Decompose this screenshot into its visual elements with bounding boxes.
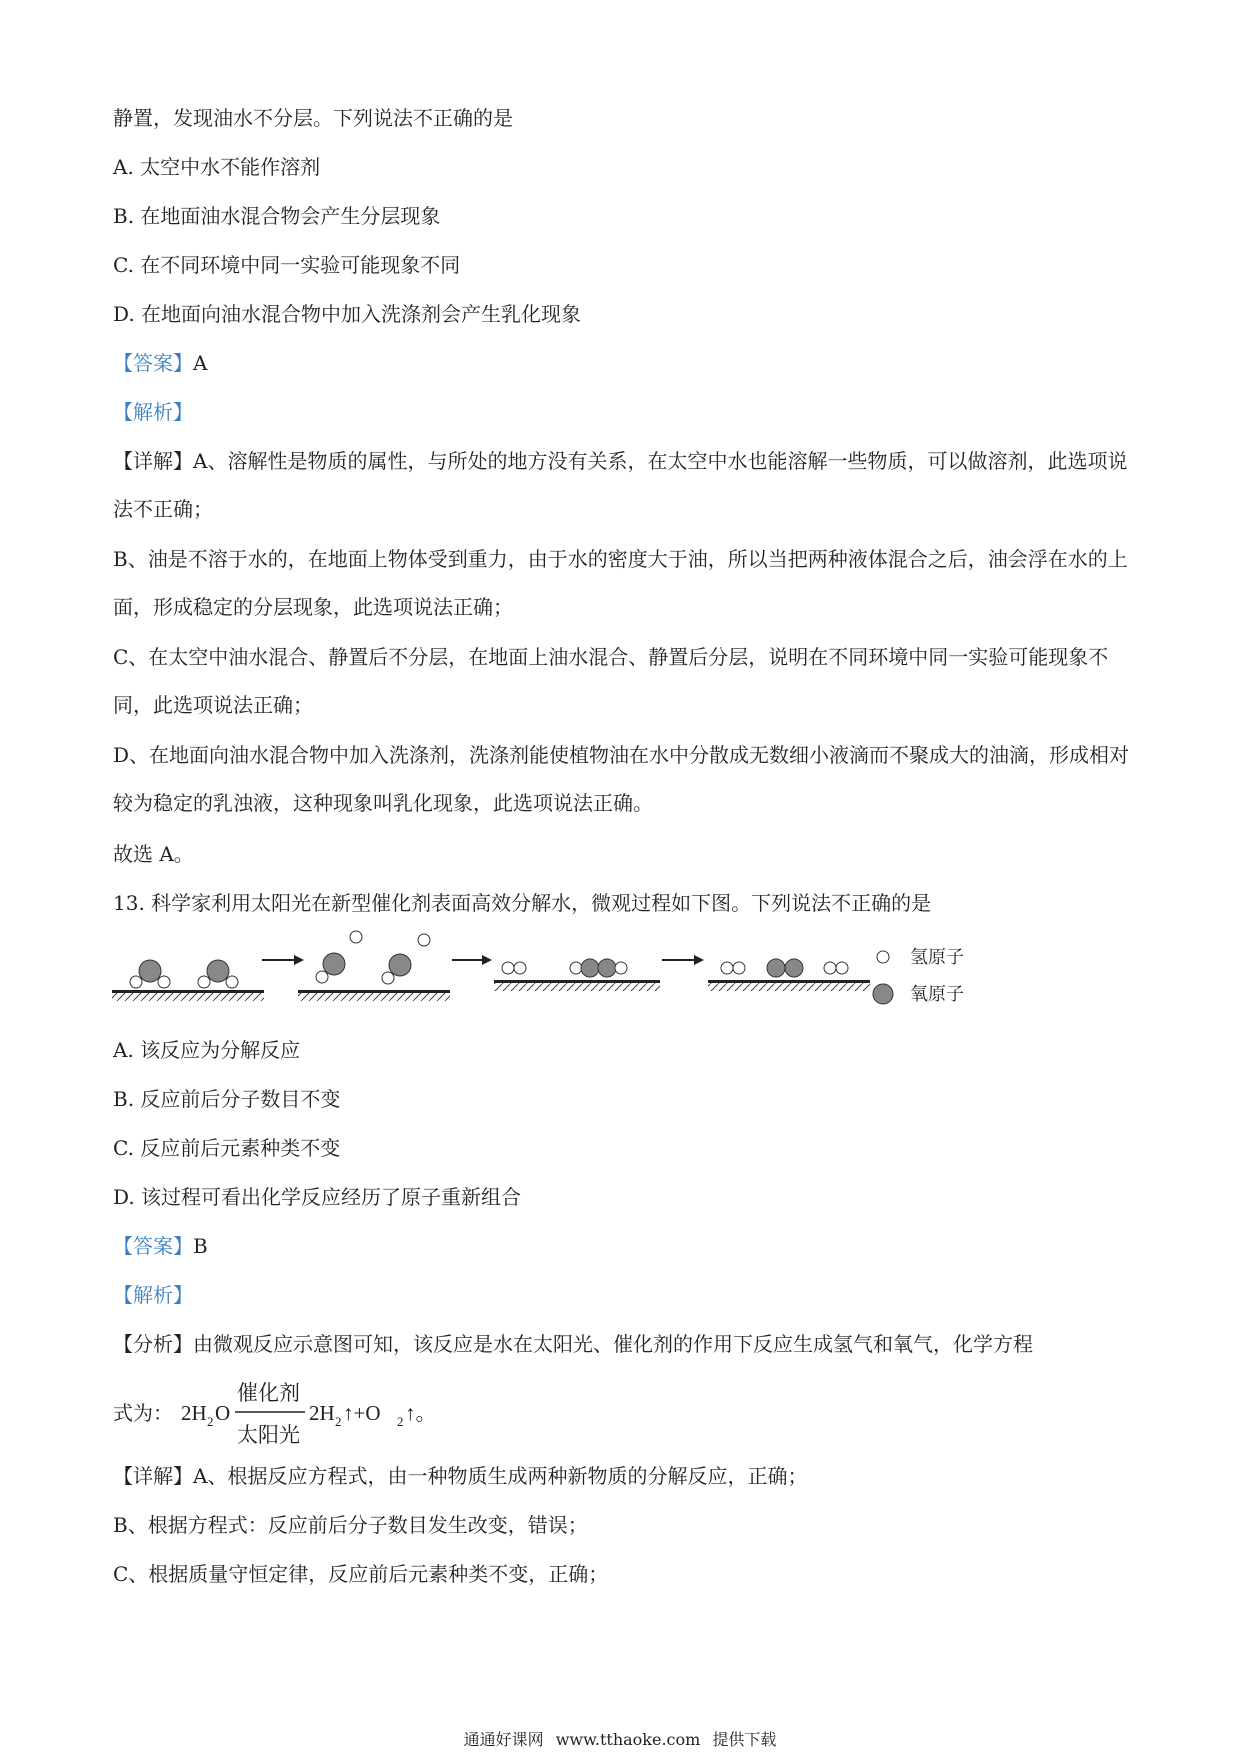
eq-reactant-tail: O bbox=[215, 1401, 231, 1425]
q12-detail-d: D、在地面向油水混合物中加入洗涤剂，洗涤剂能使植物油在水中分散成无数细小液滴而不聚成大的油滴，形成相对较为稳定的乳浊液，这种现象叫乳化现象，此选项说法正确。 bbox=[113, 743, 1130, 815]
footer-url[interactable]: www.tthaoke.com bbox=[555, 1730, 701, 1749]
q12-conclusion: 故选 A。 bbox=[113, 842, 194, 866]
detail-a-text: A、根据反应方程式，由一种物质生成两种新物质的分解反应，正确； bbox=[193, 1464, 808, 1488]
q12-detail-a bbox=[113, 437, 1133, 533]
q13-answer bbox=[113, 1232, 208, 1260]
q13-analysis-tag: 【解析】 bbox=[113, 1283, 193, 1307]
q13-option-a: A. 该反应为分解反应 bbox=[113, 1038, 301, 1062]
q12-option-a: A. 太空中水不能作溶剂 bbox=[113, 155, 321, 179]
reaction-diagram bbox=[110, 928, 990, 1008]
q12-detail-b: B、油是不溶于水的，在地面上物体受到重力，由于水的密度大于油，所以当把两种液体混合之后，油会浮在水的上面，形成稳定的分层现象，此选项说法正确； bbox=[113, 547, 1128, 619]
stage-1 bbox=[112, 960, 264, 1001]
eq-product-1: 2H bbox=[309, 1401, 335, 1425]
stage-4 bbox=[708, 959, 870, 991]
footer-site: 通通好课网 bbox=[463, 1730, 544, 1749]
arrow-3 bbox=[662, 955, 704, 965]
legend-hydrogen: 氢原子 bbox=[910, 947, 964, 968]
legend bbox=[873, 947, 964, 1005]
q13-option-d: D. 该过程可看出化学反应经历了原子重新组合 bbox=[113, 1185, 522, 1209]
eq-product-2-sub: 2 bbox=[397, 1414, 404, 1429]
answer-tag: 【答案】 bbox=[113, 351, 193, 375]
answer-value: B bbox=[193, 1234, 208, 1258]
q12-option-d: D. 在地面向油水混合物中加入洗涤剂会产生乳化现象 bbox=[113, 302, 582, 326]
eq-end: ↑。 bbox=[405, 1401, 437, 1425]
stage-3 bbox=[494, 959, 660, 991]
q13-fenxi bbox=[113, 1330, 1033, 1358]
q12-option-b: B. 在地面油水混合物会产生分层现象 bbox=[113, 204, 441, 228]
eq-mid: ↑+O bbox=[343, 1401, 381, 1425]
arrow-1 bbox=[262, 955, 304, 965]
detail-a-text: A、溶解性是物质的属性，与所处的地方没有关系，在太空中水也能溶解一些物质，可以做溶剂，此选项说法不正确； bbox=[113, 449, 1128, 521]
q12-detail-c: C、在太空中油水混合、静置后不分层，在地面上油水混合、静置后分层，说明在不同环境中同一实验可能现象不同，此选项说法正确； bbox=[113, 645, 1109, 717]
page-footer bbox=[0, 1727, 1240, 1750]
stage-2 bbox=[298, 931, 450, 1001]
eq-product-1-sub: 2 bbox=[335, 1414, 342, 1429]
q12-stem: 静置，发现油水不分层。下列说法不正确的是 bbox=[113, 106, 513, 130]
q12-option-c: C. 在不同环境中同一实验可能现象不同 bbox=[113, 253, 461, 277]
hydrogen-symbol bbox=[877, 951, 889, 963]
q13-detail-c: C、根据质量守恒定律，反应前后元素种类不变，正确； bbox=[113, 1562, 609, 1586]
oxygen-symbol bbox=[873, 984, 893, 1004]
q12-answer bbox=[113, 349, 207, 377]
legend-oxygen: 氧原子 bbox=[910, 984, 964, 1005]
fenxi-tag: 【分析】 bbox=[113, 1332, 193, 1356]
eq-prefix: 式为： bbox=[113, 1401, 173, 1425]
arrow-2 bbox=[452, 955, 492, 965]
answer-value: A bbox=[193, 351, 208, 375]
chemical-equation bbox=[113, 1370, 533, 1450]
eq-catalyst: 催化剂 bbox=[237, 1381, 300, 1405]
fenxi-text: 由微观反应示意图可知，该反应是水在太阳光、催化剂的作用下反应生成氢气和氧气，化学方程 bbox=[193, 1332, 1033, 1356]
eq-reactant-sub: 2 bbox=[207, 1414, 214, 1429]
detail-tag: 【详解】 bbox=[113, 1464, 193, 1488]
detail-tag: 【详解】 bbox=[113, 449, 193, 473]
eq-condition: 太阳光 bbox=[237, 1423, 300, 1447]
q12-analysis-tag: 【解析】 bbox=[113, 400, 193, 424]
q13-stem: 13. 科学家利用太阳光在新型催化剂表面高效分解水，微观过程如下图。下列说法不正确的是 bbox=[113, 891, 932, 915]
q13-detail-b: B、根据方程式：反应前后分子数目发生改变，错误； bbox=[113, 1513, 588, 1537]
q13-option-c: C. 反应前后元素种类不变 bbox=[113, 1136, 341, 1160]
q13-option-b: B. 反应前后分子数目不变 bbox=[113, 1087, 341, 1111]
answer-tag: 【答案】 bbox=[113, 1234, 193, 1258]
footer-action: 提供下载 bbox=[712, 1730, 777, 1749]
q13-detail-a bbox=[113, 1462, 807, 1490]
eq-reactant: 2H bbox=[181, 1401, 207, 1425]
